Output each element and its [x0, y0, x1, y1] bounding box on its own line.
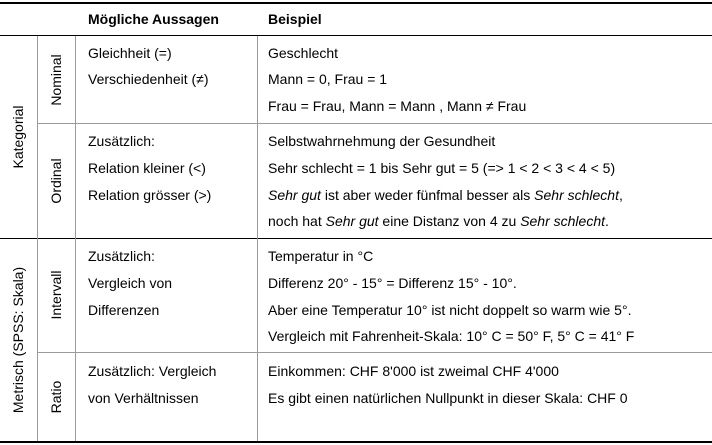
- nominal-beispiel: Mann = 0, Frau = 1: [268, 71, 388, 87]
- ratio-aussage: von Verhältnissen: [88, 390, 199, 406]
- nominal-beispiel: Geschlecht: [268, 45, 339, 61]
- ratio-beispiel: Einkommen: CHF 8'000 ist zweimal CHF 4'000: [268, 363, 559, 379]
- header-bottom-rule: [0, 35, 712, 36]
- nominal-aussage: Verschiedenheit (≠): [88, 71, 209, 87]
- ratio-aussage: Zusätzlich: Vergleich: [88, 363, 217, 379]
- intervall-ratio-divider: [38, 352, 712, 353]
- scale-label-nominal: Nominal: [48, 54, 64, 106]
- intervall-beispiel: Vergleich mit Fahrenheit-Skala: 10° C = 50° F, 5° C = 41° F: [268, 328, 635, 344]
- group-divider: [0, 238, 712, 239]
- intervall-aussage: Vergleich von: [88, 275, 173, 291]
- ordinal-beispiel-line4: [268, 213, 609, 229]
- scale-column-divider: [75, 36, 76, 441]
- text-run: noch hat: [268, 213, 326, 229]
- group-column-divider: [37, 36, 38, 441]
- ordinal-beispiel: Sehr schlecht = 1 bis Sehr gut = 5 (=> 1 < 2 < 3 < 4 < 5): [268, 160, 616, 176]
- text-run: ist aber weder fünfmal besser als: [320, 187, 535, 203]
- intervall-aussage: Zusätzlich:: [88, 248, 155, 264]
- intervall-beispiel: Differenz 20° - 15° = Differenz 15° - 10°.: [268, 275, 517, 291]
- example-column-divider: [257, 36, 258, 441]
- scale-label-intervall: Intervall: [48, 270, 64, 320]
- italic-term: Sehr schlecht: [520, 213, 606, 229]
- italic-term: Sehr gut: [268, 187, 321, 203]
- text-run: ,: [618, 187, 623, 203]
- ordinal-aussage: Zusätzlich:: [88, 133, 155, 149]
- text-run: .: [605, 213, 609, 229]
- intervall-aussage: Differenzen: [88, 302, 160, 318]
- ratio-beispiel: Es gibt einen natürlichen Nullpunkt in dieser Skala: CHF 0: [268, 390, 628, 406]
- intervall-beispiel: Aber eine Temperatur 10° ist nicht doppelt so warm wie 5°.: [268, 302, 632, 318]
- text-run: eine Distanz von 4 zu: [378, 213, 521, 229]
- scale-label-ordinal: Ordinal: [48, 158, 64, 204]
- scale-label-ratio: Ratio: [48, 380, 64, 414]
- ordinal-beispiel: Selbstwahrnehmung der Gesundheit: [268, 133, 496, 149]
- ordinal-aussage: Relation kleiner (<): [88, 160, 206, 176]
- table-bottom-rule: [0, 441, 712, 443]
- ordinal-aussage: Relation grösser (>): [88, 187, 212, 203]
- nominal-beispiel: Frau = Frau, Mann = Mann , Mann ≠ Frau: [268, 98, 527, 114]
- group-label-metrisch: Metrisch (SPSS: Skala): [10, 266, 26, 414]
- table-top-rule: [0, 2, 712, 4]
- header-aussagen: Mögliche Aussagen: [88, 11, 219, 27]
- ordinal-beispiel-line3: [268, 187, 623, 203]
- header-beispiel: Beispiel: [268, 11, 322, 27]
- group-label-kategorial: Kategorial: [10, 105, 26, 169]
- nominal-ordinal-divider: [38, 123, 712, 124]
- italic-term: Sehr schlecht: [534, 187, 619, 203]
- intervall-beispiel: Temperatur in °C: [268, 248, 374, 264]
- nominal-aussage: Gleichheit (=): [88, 45, 172, 61]
- italic-term: Sehr gut: [325, 213, 379, 229]
